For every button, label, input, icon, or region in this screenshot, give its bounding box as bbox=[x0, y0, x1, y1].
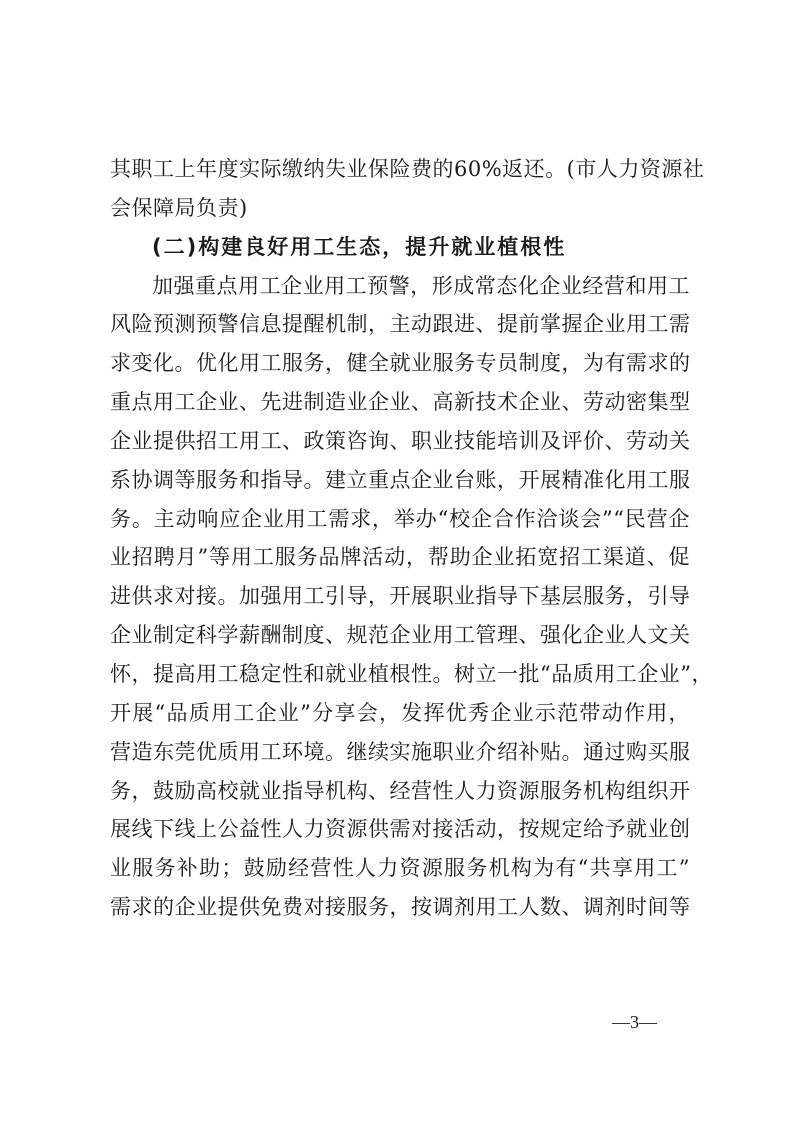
text-line-17: 务，鼓励高校就业指导机构、经营性人力资源服务机构组织开 bbox=[110, 778, 691, 803]
text-line-13: 企业制定科学薪酬制度、规范企业用工管理、强化企业人文关 bbox=[110, 623, 691, 648]
page-number: —3— bbox=[612, 1012, 657, 1032]
text-line-6: 求变化。优化用工服务，健全就业服务专员制度，为有需求的 bbox=[110, 351, 691, 376]
text-line-10: 务。主动响应企业用工需求，举办“校企合作洽谈会”“民营企 bbox=[110, 506, 690, 531]
text-line-1: 其职工上年度实际缴纳失业保险费的60%返还。(市人力资源社 bbox=[110, 157, 705, 181]
text-line-16: 营造东莞优质用工环境。继续实施职业介绍补贴。通过购买服 bbox=[110, 739, 691, 764]
text-line-14: 怀，提高用工稳定性和就业植根性。树立一批“品质用工企业”， bbox=[110, 661, 713, 686]
text-line-19: 业服务补助；鼓励经营性人力资源服务机构为有“共享用工” bbox=[110, 856, 690, 881]
text-line-4: 加强重点用工企业用工预警，形成常态化企业经营和用工 bbox=[152, 273, 690, 298]
section-heading: (二)构建良好用工生态，提升就业植根性 bbox=[152, 234, 567, 259]
text-line-11: 业招聘月”等用工服务品牌活动，帮助企业拓宽招工渠道、促 bbox=[110, 545, 690, 570]
body-text bbox=[110, 150, 713, 927]
text-line-5: 风险预测预警信息提醒机制，主动跟进、提前掌握企业用工需 bbox=[110, 312, 691, 337]
text-line-15: 开展“品质用工企业”分享会，发挥优秀企业示范带动作用， bbox=[110, 700, 690, 725]
text-line-20: 需求的企业提供免费对接服务，按调剂用工人数、调剂时间等 bbox=[110, 895, 691, 920]
text-line-2: 会保障局负责) bbox=[110, 195, 248, 220]
text-line-8: 企业提供招工用工、政策咨询、职业技能培训及评价、劳动关 bbox=[110, 428, 691, 453]
text-line-12: 进供求对接。加强用工引导，开展职业指导下基层服务，引导 bbox=[110, 584, 691, 609]
text-line-18: 展线下线上公益性人力资源供需对接活动，按规定给予就业创 bbox=[110, 817, 691, 842]
text-line-7: 重点用工企业、先进制造业企业、高新技术企业、劳动密集型 bbox=[110, 390, 691, 415]
text-line-9: 系协调等服务和指导。建立重点企业台账，开展精准化用工服 bbox=[110, 467, 691, 492]
